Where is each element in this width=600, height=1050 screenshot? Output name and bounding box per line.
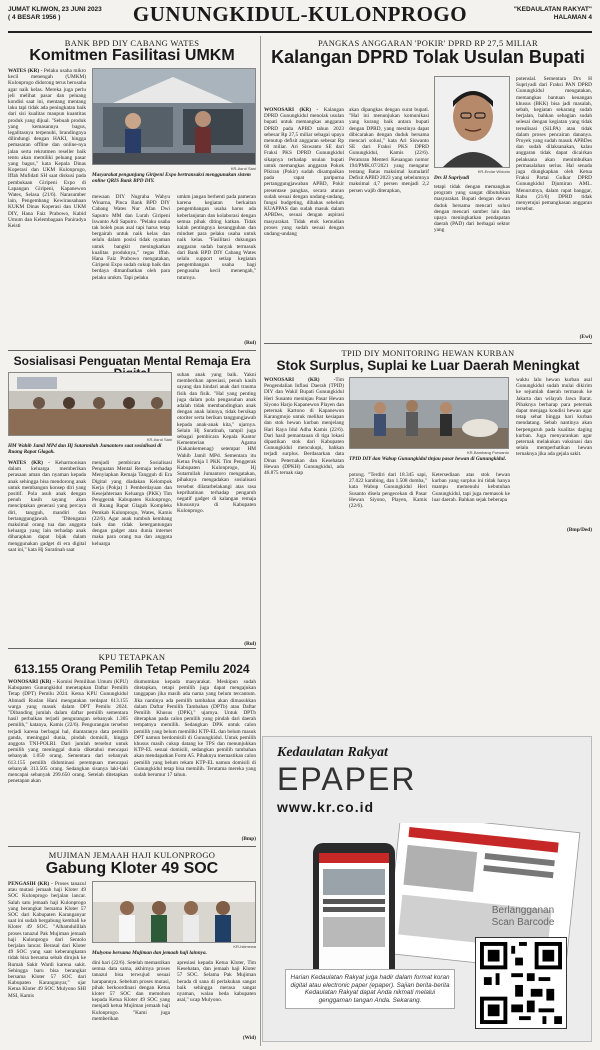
art1-caption: Masyarakat pengunjung Giripeni Expo bertransaksi menggunakan sistem online QRIS Bank BPD DIY. bbox=[92, 172, 251, 184]
besar-text: ( 4 BESAR 1956 ) bbox=[8, 14, 61, 21]
art6-col2: dini hari (22/6). Setelah memastikan semua data sama, akhirnya proses tanazul bisa terwujud sesuai harapannya. Sebelum proses mutasi, pihak berkoordinasi dengan Ketua kloter 57 SOC dan memohon kepada Ketua Kloter 49 SOC yang menjadi ketua Mujiman jemaah haji Kulonprogo. "Kami juga memberikan bbox=[92, 960, 170, 1022]
art1-col3: umkm jangan berhenti pada pameran karena kegiatan berkaitan pengembangan usaha harus ada keberlanjutan dan kolaborasi dengan semua pihak diting katkan. Tidak kalah pentingnya kesungguhan dan mindset para pelaku usaha untuk naik kelas. "Fasilitasi dukungan anggaran sudah banyak termasuk dari Bank BPD DIY Cabang Wates selalu support setiap kegiatan pengembangan usaha bagi pengusaha kecil menengah," tuturnya. bbox=[177, 194, 256, 281]
art4-photo bbox=[349, 377, 509, 449]
art2-col4: potensial. Sementara Drs H Supriyadi dari Fraksi PAN DPRD Gunungkidul mengatakan, memangkas bantuan keuangan khusus (BKK) bisa jadi masalah, sebab, kegiatan sekarang sudah berjalan, bahkan sebagian sudah selesai dengan kegiatan yang tidak terealisasi (SiLPA) atau tidak dalam proses pencairan dananya. Proyek yang sudah masuk APBDes dan sudah dilaksanakan, kalau anggaran tidak dapat dicairkan pelaksana akan menimbulkan permasalahan serius. Hal senada juga diungkapkan oleh Ketua Fraksi Partai Golkar DPRD Gunungkidul Djumiran AML. Menurutnya, dalam rapat banggar, Rabu (21/6) DPRD tidak menyetujui pemangkasan anggaran tersebut. bbox=[516, 76, 592, 213]
art4-col1: WONOSARI (KR) -Tim Pengendalian Inflasi Daerah (TPID) DIY dan Wakil Bupati Gunungkidul Heri Susanto meninjau Pasar Hewan Siyono Harjo Kapanewon Playen dan peternak Kartono di Kapanewon Karangmojo untuk melihat kesiapan dan stok hewan kurban menjelang Hari Raya Idul Adha Kamis (22/6). Dari hasil pemantauan di tiga lokasi dipastikan stok dari Kabupaten Gunungkidul mencukupi, bahkan terjadi surplus. Berdasarkan data Dinas Peternakan dan Kesehatan Hewan (DPKH) Gunungkidul, ada 46.875 ternak siap bbox=[264, 377, 344, 477]
art5-col2: diumumkan kepada masyarakat. Meskipun sudah ditetapkan, tetapi pemilih juga dapat mengajukan tanggapan jika masih ada nama yang belum tercantum. Jika nantinya ada pemilih tambahan akan dimasukkan dalam Daftar Pemilih Tambahan (DPTb) atau Daftar Pemilih Khusus (DPK)," ujarnya. Untuk DPTb diterapkan pada calon pemilih yang pindah dari daerah tempatnya memilih. Sedangkan DPK untuk calon pemilih yang belum memiliki KTP-EL dan belum masuk DPT namun berdomisili di Gunungkidul. Untuk pemilih khusus masih cukup datang ke TPS dan menunjukkan KTP-EL sesuai domisili, sedangkan pemilih tambahan akan mendapatkan Form A5. Pihaknya memastikan calon pemilih yang belum rekam KTP-EL namun domisili di Gunungkidul tetap bisa memilih. Terutama mereka yang sudah berumur 17 tahun. bbox=[134, 679, 256, 779]
divider-left-2 bbox=[8, 648, 256, 649]
art6-kicker: MUJIMAN JEMAAH HAJI KULONPROGO bbox=[48, 850, 216, 860]
art5-col1: WONOSARI (KR) - Komisi Pemilihan Umum (KPU) Kabupaten Gunungkidul menetapkan Daftar Pemilih Tetap (DPT) Pemilu 2024. Ketua KPU Gunungkidul Ahmadi Ruslan Hani mengatakan terdapat 613.155 warga yang masuk dalam DPT Pemilu 2024. "Dibanding jumlah dalam daftar pemilih sementara hasil perbaikan terjadi pengurangan sebanyak 1.305 pemilih," katanya, Kamis (22/6). Pengurangan tersebut terjadi karena berbagai hal, diantaranya data pemilih ganda, meninggal dunia, pindah domisili, hingga anggota TNI-POLRI. Dari jumlah tersebut untuk pemilih yang meninggal dunia diketahui mencapai sebanyak 1.050 orang. Sementara dari sebanyak 613.155 pemilih didominasi perempuan mencapai sebanyak 313.505 orang. Sedangkan sisanya laki-laki mencapai sebanyak 299.650 orang. Setelah ditetapkan penetapan akan bbox=[8, 679, 128, 785]
art4-caption: TPID DIY dan Wabup Gunungkidul tinjau pasar hewan di Gunungkidul. bbox=[349, 456, 507, 462]
art1-col2: mewaan DIY Nugraha Wahyu Winarna, Pinca Bank BPD DIY Cabang Wates Nur Afan Dwi Saputro MM dan Lurah Giripeni Iswanto Adi Saputro. "Pelaku usaha tak boleh puas asal tapi harus tetap bergairah untuk naik kelas dan selalu dalam posisi tidak nyaman untuk bangkit meningkatkan kualitas produknya," tegas Iffah. Hana Faiz Prabowo mengatakan, Giripeni Expo sudah cukup baik dan berdaya dimanfaatkan oleh para pelaku umkm. Tapi pelaku bbox=[92, 194, 170, 281]
art6-col3: apresiasi kepada Ketua Kloter, Tim Kesehatan, dan jemaah haji Kloter 57 SOC. Selama Pak Mujiman berada di sana di perlakukan sangat baik sehingga merasa sangat nyaman, walau beda kabupaten asal," ucap Mulyono. bbox=[177, 960, 256, 1004]
ad-brand: Kedaulatan Rakyat bbox=[277, 745, 388, 760]
art4-credit: KR-Bambang Purwanto bbox=[466, 450, 509, 455]
art2-col1: WONOSARI (KR) - Kalangan DPRD Gunungkidul menolak usulan bupati untuk memangkas anggaran DPRD pada APBD tahun 2023 sebesar Rp 27,5 miliar sebagai upaya menutup defisit anggaran sebesar Rp 60 miliar. Ari Siswanto SE dari Fraksi PKS DPRD Gunungkidul sikapnya terhadap usulan bupati untuk memangkas anggaran Pokok Pikiran (Pokir) sudah disampaikan pada rapat paripurna pertanggungjawaban APBD, Pokir presentase pangkas, secara aturan sudah sesuai dengan undang-undang, fungsi budgeting, dibahas sebelum KUAPPAS dan sudah masuk dalam APBDes, sesuai dengan aspirasi masyarakat. Tidak etok kemudian proses yang sudah sesuai dengan undang-undang bbox=[264, 107, 344, 238]
art4-kicker: TPID DIY MONITORING HEWAN KURBAN bbox=[341, 348, 515, 358]
art3-credit: KR-Asrul Sani bbox=[146, 437, 172, 442]
art1-col1: WATES (KR) - Pelaku usaha mikro kecil menengah (UMKM) Kulonprogo didorong terus berusaha agar naik kelas. Mereka juga perlu jeli melihat pasar dan peluang kondisi saat ini, mentang mentang laku tapi tidak ada peningkatan baik dari sisi kualitas maupun kuantitas produk yang dijual. "Sebuah produk yang kemasannya bagus, legalitasnya terpenuhi, brandingnya dilindungi dengan HAKI, hingga pemasaran offline dan online-nya jalan serta rekrutmen reseller baik tentu akan memiliki peluang pasar yang bagus," kata Kepala Dinas Koperasi dan UKM Kulonprogo, Iffah Mufidati SH saat diskusi pada pembukaan Giripeni Expo di Lapangan Giripeni, Kapanewon Wates, Selasa (21/6). Narasumber lain, Pengembang Kewirausahaan KUKM Dinas Koperasi dan UKM DIY, Hana Faiz Prabowo, Kabid Umum dan Kelembagaan Paniradya Keisti bbox=[8, 68, 86, 230]
art2-kicker: PANGKAS ANGGARAN 'POKIR' DPRD RP 27,5 MILIAR bbox=[318, 38, 538, 48]
art2-col2: akan dipangkas dengan surat bupati. "Hal ini menunjukan komunikasi yang kurang baik antara bupati dengan DPRD, yang mestinya dapat dibicarakan dengan duduk bersama mencari solusi," kata Ari Siswanto SE dari Fraksi PKS DPRD Gunungkidul, Kamis (22/6). Peraturan Menteri Keuangan nomor 194/PMK.07/2021 yang mengatur tentang Batas maksimal kumulatif Defisit APBD 2023 yang sebelumnya maksimal 4,7 persen menjadi 2,2 persen wajib diterapkan, bbox=[349, 107, 429, 194]
dateline: WONOSARI (KR) - bbox=[8, 679, 55, 685]
art4-col2: potong. "Terdiri dari 18.345 sapi, 27.022 kambing, dan 1.508 domba," kata Wabup Gunungkidul Heri Susanto disela pengecekan di Pasar Hewan Siyono, Playen, Kamis (22/6). bbox=[349, 472, 427, 510]
art3-headline: Sosialisasi Penguatan Mental Remaja Era bbox=[13, 354, 251, 368]
brand-text: "KEDAULATAN RAKYAT" bbox=[513, 6, 592, 13]
page-info bbox=[514, 6, 592, 22]
qr-pattern bbox=[480, 942, 562, 1024]
masthead: GUNUNGKIDUL-KULONPROGO bbox=[132, 2, 468, 26]
ad-note: Harian Kedaulatan Rakyat juga hadir dalam format koran digital atau electronic paper (epaper). Sajian berita-berita Kedaulatan Rakyat dapat Anda nikmati melalui genggaman tangan Anda. Sekarang. bbox=[285, 969, 455, 1009]
epaper-advertisement[interactable] bbox=[262, 736, 592, 1042]
ad-title: EPAPER bbox=[277, 761, 417, 797]
dateline: WONOSARI (KR) - bbox=[264, 107, 319, 113]
art4-col3: Ketersediaan atas stok hewan kurban yang surplus ini tidak hanya mampu memenuhi kebutuhan Gunungkidul, tapi juga memasok ke luar daerah. Bahkan sejak beberapa bbox=[432, 472, 510, 503]
art5-sign: (Bmp) bbox=[241, 836, 256, 842]
date-text: JUMAT KLIWON, 23 JUNI 2023 bbox=[8, 6, 102, 13]
art2-credit: KR-Endar Widodo bbox=[477, 169, 510, 174]
art3-col3: suhan anak yang baik. Yakni memberikan apresiasi, penuh kasih sayang dan hindari anak dari trauma fisik dan fisik. "Hal yang penting juga dalam pola pengasuhan anak adalah tidak membandingkan anak dengan anak lainnya, tidak bersikap otoriter serta berikan tanggungjawab kepada anak-anak kita," ujarnya. Selain Hj Suratinah, tampil juga sebagai pembicara Kepala Kantor Kementerian Agama (Kakankemenag) setempat HM Wahib Jamil MPd. Sementara itu Ketua Pokja I PKK Tim Penggerak Kabupaten Kulonprogo, Hj Sutarmilah Jumantoro mengatakan, pihaknya mengadakan sosialisasi tersebut dilatarbelakangi atas rasa keprihatinan terhadap pengaruh negatif gadget di kalangan remaja khususnya di Kabupaten Kulonprogo. bbox=[177, 372, 256, 515]
art2-col3: tetapi tidak dengan memangkas program yang sangat dibutuhkan masyarakat. Bupati dengan dewan duduk bersama mencari solusi dengan mencari sumber lain dan upaya meningkatkan pendapatan daerah (PAD) dari berbagai sektor yang bbox=[434, 184, 510, 234]
dateline: WATES (KR) - bbox=[8, 460, 50, 466]
art6-headline: Gabung Kloter 49 SOC bbox=[45, 860, 219, 877]
art4-col4: waktu lalu hewan kurban asal Gunungkidul sudah mulai dikirim ke sejumlah daerah termasuk ke Jakarta dan wilayah Jawa Barat. Pihaknya berharap para peternak dapat menjaga kondisi hewan agar tetap sehat hingga hari kurban mendatang. Sebab nantinya akan berpengaruh pada kualitas daging kurban. Juga menyarankan agar peternak melakukan vaksinasi dan selalu memperhatikan hewan ternaknya jika ada gejala sakit. bbox=[516, 377, 592, 458]
art1-sign: (Rul) bbox=[244, 340, 256, 346]
meeting-room-image bbox=[9, 373, 172, 436]
art4-headline: Stok Surplus, Suplai ke Luar Daerah Meningkat bbox=[276, 358, 580, 373]
livestock-market-image bbox=[350, 378, 509, 449]
art1-kicker: BANK BPD DIY CABANG WATES bbox=[64, 38, 200, 48]
art6-sign: (Wid) bbox=[242, 1035, 256, 1041]
art6-caption: Mulyono bersama Mujiman dan jemaah haji lainnya. bbox=[92, 950, 207, 956]
divider-left-3 bbox=[8, 846, 256, 847]
art5-kicker: KPU TETAPKAN bbox=[98, 652, 166, 662]
header-rule bbox=[8, 31, 592, 33]
art3-sign: (Rul) bbox=[244, 641, 256, 647]
art1-headline: Komitmen Fasilitasi UMKM bbox=[29, 47, 235, 64]
art3-col1: WATES (KR) - Keharmonisan dalam keluarga memberikan perasaan aman dan nyaman kepada anak sehingga bisa mendorong anak untuk membangun konsep diri yang positif. Pola asuh anak dengan penuh kasih sayang akan menciptakan generasi yang percaya diri, tangguh, mandiri dan bertanggungjawab. "Ditengarai maksimal orang tua dan anggota keluarga yang lain terhadap anak diharapkan dapat bijak dalam menggunakan gadget di era digital saat ini," kata Hj Suratinah saat bbox=[8, 460, 86, 553]
column-divider bbox=[260, 36, 261, 1046]
art1-credit: KR-Asrul Sani bbox=[230, 166, 256, 171]
ad-subscribe-1: Berlangganan bbox=[491, 905, 555, 916]
art3-col2: menjadi pembicara Sosialisasi Penguatan Mental Remaja terhadap Menyiapkan Remaja Tangguh di Era Digital yang diadakan Kelompok Kerja (Pokja) 1 Pemberdayaan dan Kesejahteraan Keluarga (PKK) Tim Penggerak Kabupaten Kulonprogo, di Ruang Rapat Glagah Kompleks Pemkab Kulonprogo, Wates, Kamis (22/6). Agar anak tumbuh kembang baik dan tidak ketergantungan dengan gadget atau dunia internet maka para orang tua dan anggota keluarga bbox=[92, 460, 172, 547]
art2-sign: (Ewi) bbox=[579, 334, 592, 340]
expo-photo-image bbox=[93, 69, 256, 165]
art2-photo-caption: Drs H Supriyadi bbox=[434, 175, 470, 181]
dateline: WATES (KR) - bbox=[8, 68, 43, 74]
page-number: HALAMAN 4 bbox=[553, 14, 592, 21]
art5-headline: 613.155 Orang Pemilih Tetap Pemilu 2024 bbox=[14, 662, 250, 676]
qr-code-icon[interactable] bbox=[475, 937, 567, 1029]
divider-left-1 bbox=[8, 350, 256, 351]
art6-credit: KR-Istimewa bbox=[233, 944, 256, 949]
art6-photo bbox=[92, 881, 256, 943]
art6-col1: PENGASIH (KR) - Proses tanazul atau mutasi jemaah haji Kloter 49 SOC Kulonprogo berjalan lancar. Salah satu jemaah haji Kulonprogo yang berangkat bersama Kloter 57 SOC dari Kabupaten Karanganyar saat ini sudah bergabung kembali ke Kloter 49 SOC. "Alhamdulillah proses tanazul Pak Mujiman jemaah haji Kulonprogo dari Sentolo berjalan lancar. Berasal dari Kloter 49 SOC yang saat keberangkatan tidak bisa bersama sebab dirujuk ke Rumah Sakit Wardi karena sakit. Sehingga baru bisa berangkat bersama Kloter 57 SOC dari Kabupaten Karanganyar," ujar Ketua Kloter 49 SOC Mulyono SHI MSI, Kamis bbox=[8, 881, 86, 999]
dateline: WONOSARI (KR) - bbox=[264, 377, 336, 383]
ad-url[interactable]: www.kr.co.id bbox=[277, 799, 375, 815]
hajj-pilgrims-image bbox=[93, 882, 256, 943]
art2-headline: Kalangan DPRD Tolak Usulan Bupati bbox=[271, 47, 585, 67]
ad-subscribe-2: Scan Barcode bbox=[491, 917, 555, 928]
supriyadi-portrait-image bbox=[435, 77, 510, 168]
art2-photo bbox=[434, 76, 510, 168]
art3-photo bbox=[8, 372, 172, 436]
divider-right-1 bbox=[264, 343, 592, 344]
art4-sign: (Bmp/Ded) bbox=[566, 527, 592, 533]
dateline: PENGASIH (KR) - bbox=[8, 881, 53, 887]
art3-caption: HM Wahib Jamil MPd dan Hj Sutarmilah Jumantoro saat sosialisasi di Ruang Rapat Glagah. bbox=[8, 443, 162, 455]
art1-photo bbox=[92, 68, 256, 165]
